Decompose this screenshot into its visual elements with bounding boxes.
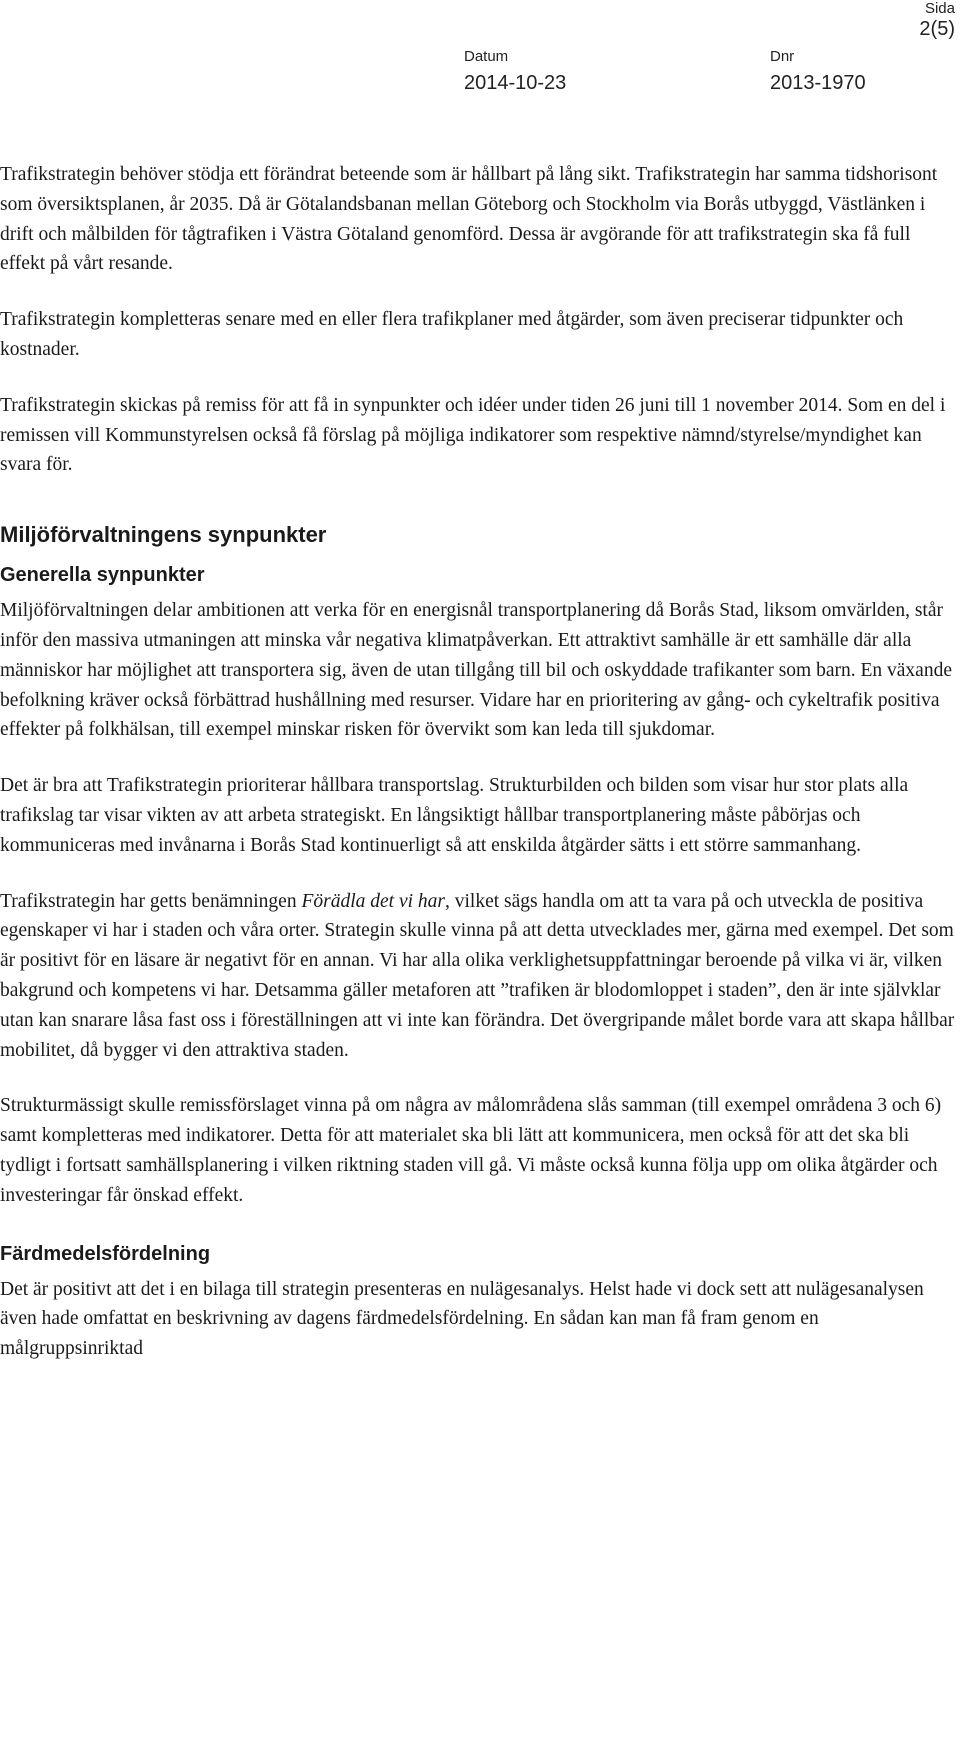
paragraph-ambition: Miljöförvaltningen delar ambitionen att verka för en energisnål transportplanering då Borås Stad, liksom omvärlden, står inför den massiva utmaningen att minska vår negativa klimatpåverkan. Ett attraktivt samhälle är ett samhälle där alla människor har möjlighet att transportera sig, även de utan tillgång till bil och oskyddade trafikanter som barn. En växande befolkning kräver också förbättrad hushållning med resurser. Vidare har en prioritering av gång- och cykeltrafik positiva effekter på folkhälsan, till exempel minskar risken för övervikt som kan leda till sjukdomar. [0,600,952,741]
subsection-heading-mode-split: Färdmedelsfördelning [0,1242,211,1265]
paragraph-traffic-plans: Trafikstrategin kompletteras senare med en eller flera trafikplaner med åtgärder, som även preciserar tidpunkter och kostnader. [0,309,904,360]
paragraph-naming-rest: , vilket sägs handla om att ta vara på och utveckla de positiva egenskaper vi har i staden och våra orter. Strategin skulle vinna på att detta utvecklades mer, gärna med exempel. Det som är positivt för en läsare är negativt för en annan. Vi har alla olika verklighetsuppfattningar beroende på vilka vi är, vilken bakgrund och kompetens vi har. Detsamma gäller metaforen att ”trafiken är blodomloppet i staden”, den är inte självklar utan kan snarare låsa fast oss i föreställningen att vi inte kan förändra. Det övergripande målet borde vara att skapa hållbar mobilitet, då bygger vi den attraktiva staden. [0,890,955,1061]
paragraph-naming-start: Trafikstrategin har getts benämningen [0,890,302,912]
dnr-label: Dnr [770,48,795,65]
document-header [0,0,960,110]
subsection-heading-general: Generella synpunkter [0,564,205,587]
document-body [0,160,955,1364]
date-value: 2014-10-23 [464,72,567,94]
page-number: 2(5) [919,18,955,40]
paragraph-sustainable-modes: Det är bra att Trafikstrategin prioriterar hållbara transportslag. Strukturbilden och bilden som visar hur stor plats alla trafikslag tar visar vikten av att arbeta strategiskt. En långsiktigt hållbar transportplanering måste påbörjas och kommuniceras med invånarna i Borås Stad kontinuerligt så att enskilda åtgärder sätts i ett större sammanhang. [0,775,909,856]
paragraph-consultation: Trafikstrategin skickas på remiss för att få in synpunkter och idéer under tiden 26 juni till 1 november 2014. Som en del i remissen vill Kommunstyrelsen också få förslag på möjliga indikatorer som respektive nämnd/styrelse/myndighet kan svara för. [0,394,946,476]
paragraph-naming [0,887,955,1066]
paragraph-strategy-behavior: Trafikstrategin behöver stödja ett förändrat beteende som är hållbart på lång sikt. Trafikstrategin har samma tidshorisont som översiktsplanen, år 2035. Då är Götalandsbanan mellan Göteborg och Stockholm via Borås utbyggd, Västlänken i drift och målbilden för tågtrafiken i Västra Götaland genomförd. Dessa är avgörande för att trafikstrategin ska få full effekt på vårt resande. [0,164,938,275]
section-heading: Miljöförvaltningens synpunkter [0,522,327,548]
strategy-motto: Förädla det vi har [301,890,445,912]
paragraph-structure: Strukturmässigt skulle remissförslaget vinna på om några av målområdena slås samman (till exempel områdena 3 och 6) samt kompletteras med indikatorer. Detta för att materialet ska bli lätt att kommunicera, men också för att det ska bli tydligt i fortsatt samhällsplanering i vilken riktning staden vill gå. Vi måste också kunna följa upp om olika åtgärder och investeringar får önskad effekt. [0,1095,942,1206]
date-label: Datum [464,48,509,65]
dnr-value: 2013-1970 [770,72,866,94]
paragraph-mode-split: Det är positivt att det i en bilaga till strategin presenteras en nulägesanalys. Helst hade vi dock sett att nulägesanalysen även hade omfattat en beskrivning av dagens färdmedelsfördelning. En sådan kan man få fram genom en målgruppsinriktad [0,1278,924,1360]
page-label: Sida [924,0,955,17]
